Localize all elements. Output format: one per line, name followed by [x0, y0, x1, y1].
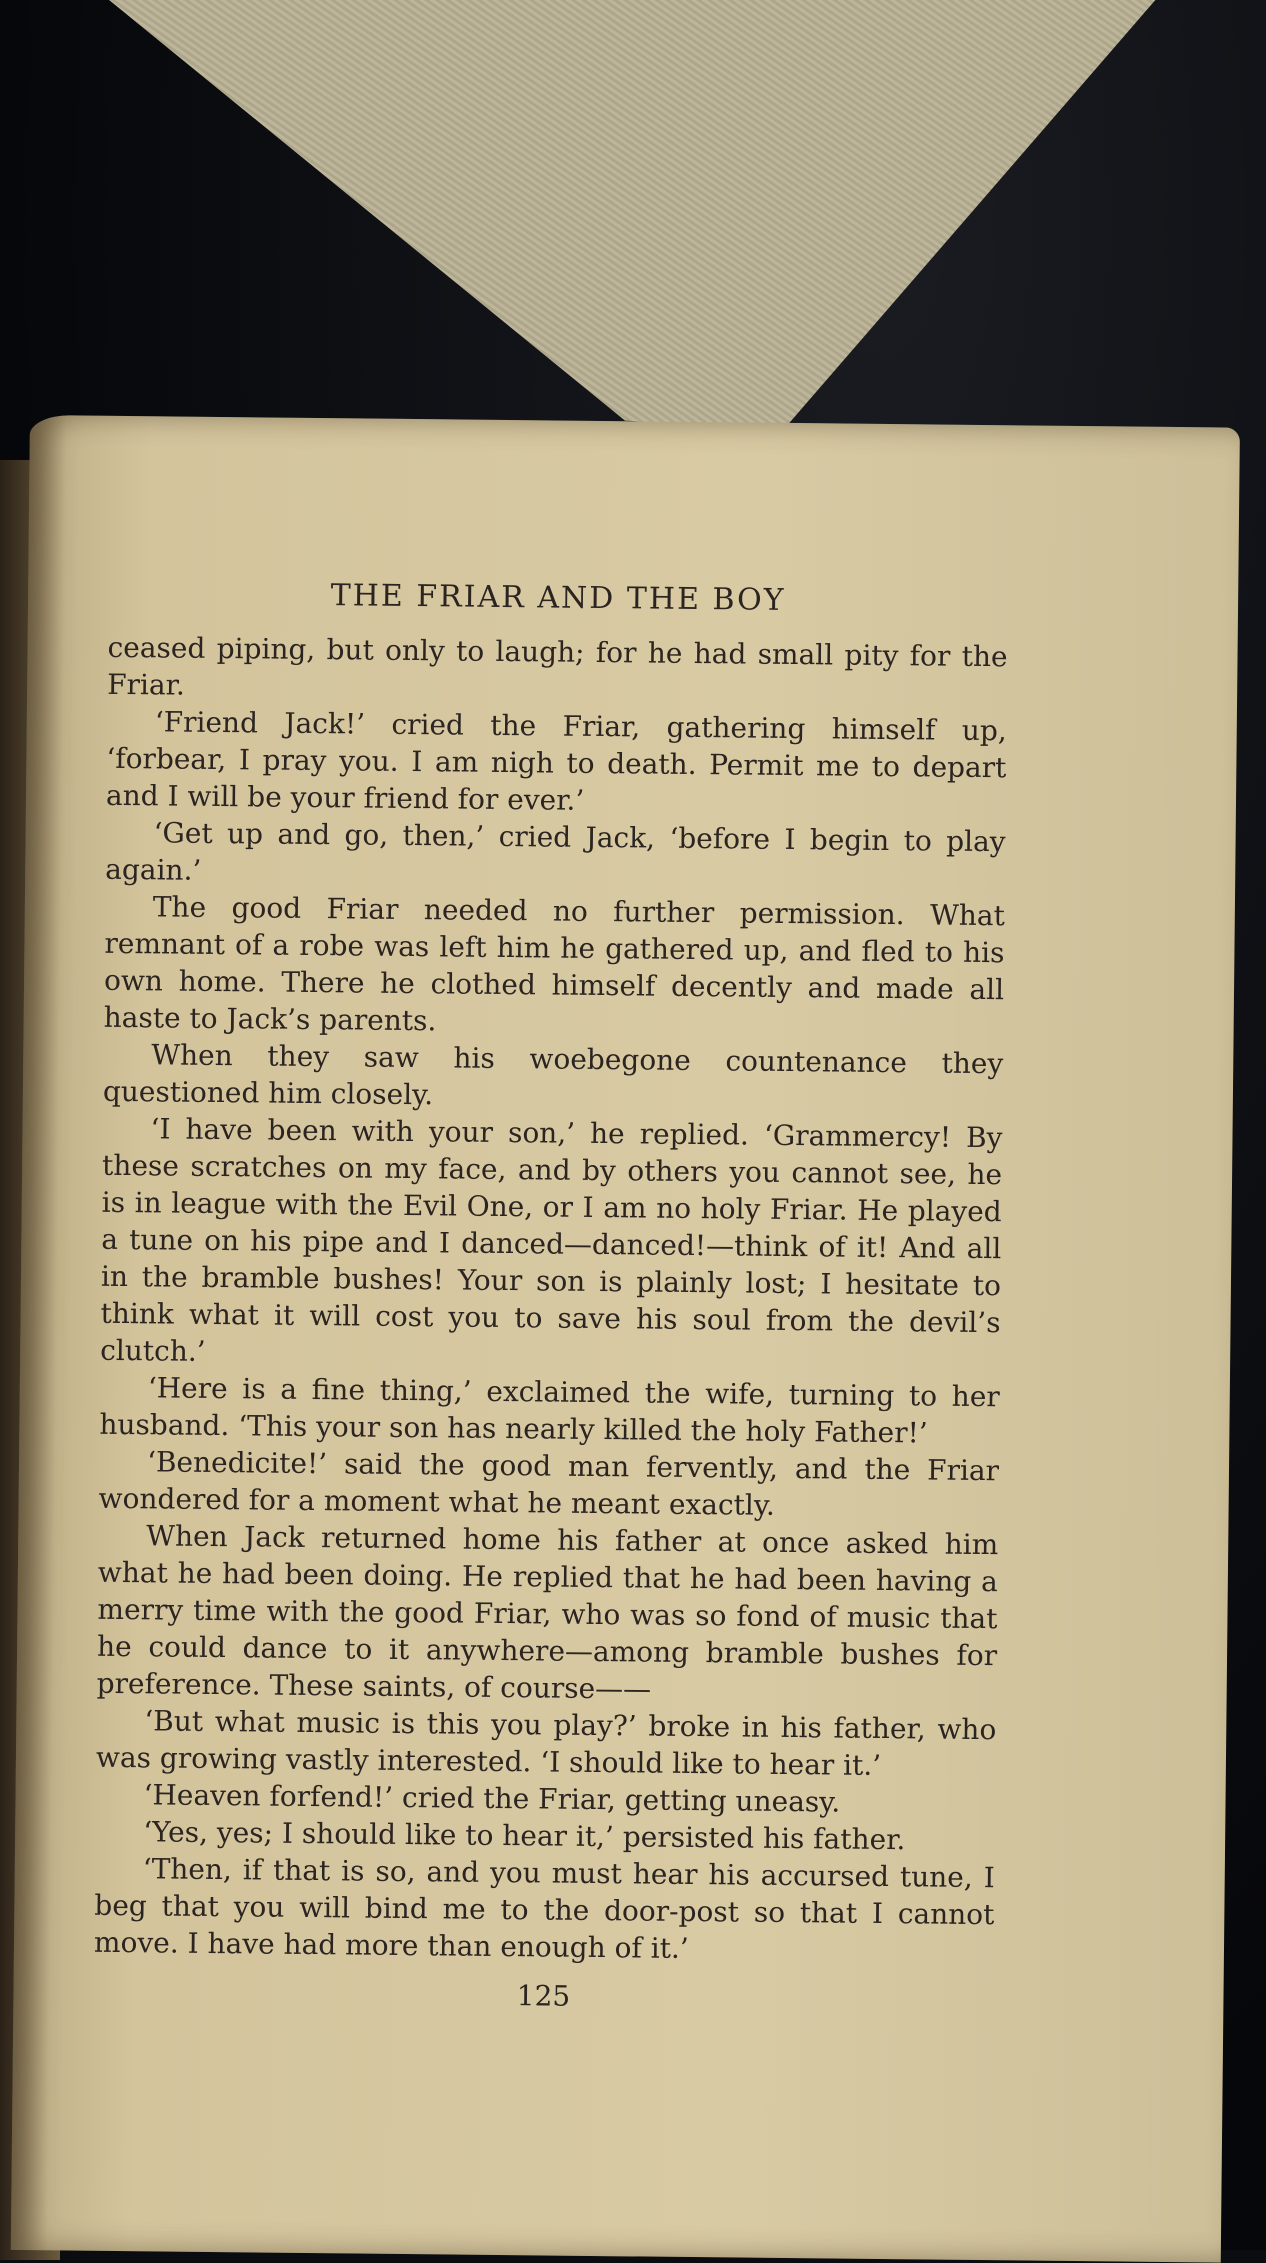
paragraph-5: When they saw his woebegone countenance they questioned him closely. [102, 1038, 1004, 1112]
paragraph-11: ‘Heaven forfend!’ cried the Friar, getting uneasy. [143, 1778, 841, 1819]
paragraph-13: ‘Then, if that is so, and you must hear his accursed tune, I beg that you will bind me to the door-post so that I cannot move. I have had more than enough of it.’ [93, 1852, 995, 1965]
paragraph-7: ‘Here is a fine thing,’ exclaimed the wife, turning to her husband. ‘This your son has nearly killed the holy Father!’ [99, 1371, 1000, 1450]
book-page [11, 415, 1240, 2263]
paragraph-4: The good Friar needed no further permission. What remnant of a robe was left him he gathered up, and fled to his own home. There he clothed himself decently and made all haste to Jack’s parents. [103, 890, 1005, 1038]
paragraph-1: ceased piping, but only to laugh; for he had small pity for the Friar. [107, 630, 1008, 702]
page-text-block [93, 576, 1008, 2017]
paragraph-12: ‘Yes, yes; I should like to hear it,’ persisted his father. [142, 1815, 906, 1857]
running-head: THE FRIAR AND THE BOY [330, 578, 786, 618]
paragraph-2: ‘Friend Jack!’ cried the Friar, gathering himself up, ‘forbear, I pray you. I am nigh to death. Permit me to depart and I will be your friend for ever.’ [105, 705, 1007, 817]
page-number: 125 [516, 1979, 571, 2013]
paragraph-3: ‘Get up and go, then,’ cried Jack, ‘before I begin to play again.’ [105, 816, 1006, 887]
paragraph-9: When Jack returned home his father at once asked him what he had been doing. He replied that he had been having a merry time with the good Friar, who was so fond of music that he could dance to it anywhere—among bramble bushes for preference. These saints, of course—— [96, 1519, 999, 1706]
paragraph-10: ‘But what music is this you play?’ broke in his father, who was growing vastly interested. ‘I should like to hear it.’ [95, 1704, 997, 1782]
paragraph-6: ‘I have been with your son,’ he replied. ‘Grammercy! By these scratches on my face, and by others you cannot see, he is in league with the Evil One, or I am no holy Friar. He played a tune on his pipe and I danced—danced!—think of it! And all in the bramble bushes! Your son is plainly lost; I hesitate to think what it will cost you to save his soul from the devil’s clutch.’ [100, 1112, 1003, 1368]
paragraph-8: ‘Benedicite!’ said the good man fervently, and the Friar wondered for a moment what he meant exactly. [98, 1445, 1000, 1522]
